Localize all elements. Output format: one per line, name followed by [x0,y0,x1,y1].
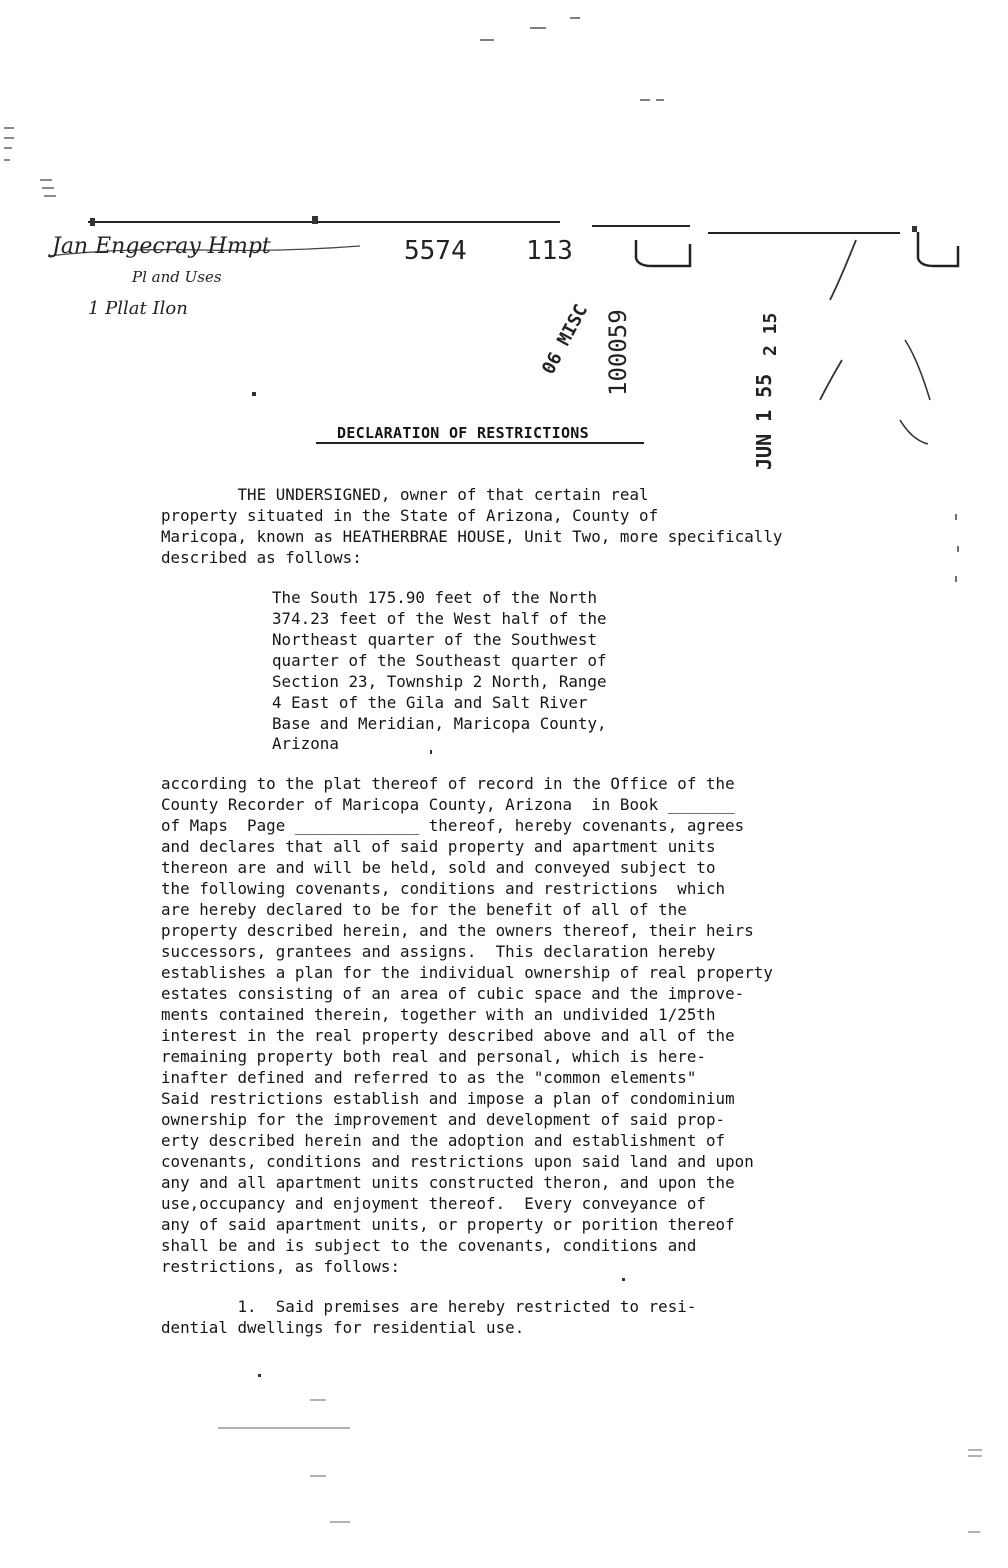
handwritten-annotation-3: 1 Pllat Ilon [88,298,188,319]
legal-line: Northeast quarter of the Southwest [272,630,598,649]
legal-line: 4 East of the Gila and Salt River [272,693,588,712]
legal-line: quarter of the Southeast quarter of [272,651,607,670]
body-line: successors, grantees and assigns. This declaration hereby [161,942,716,961]
body-line: ments contained therein, together with an undivided 1/25th [161,1005,716,1024]
body-line: any and all apartment units constructed theron, and upon the [161,1173,735,1192]
body-line: inafter defined and referred to as the "common elements" [161,1068,697,1087]
body-line: of Maps Page _____________ thereof, hereby covenants, agrees [161,816,745,835]
body-line: covenants, conditions and restrictions upon said land and upon [161,1152,754,1171]
body-line: shall be and is subject to the covenants, conditions and [161,1236,697,1255]
scan-speck [252,392,256,396]
handwritten-annotation-2: Pl and Uses [132,268,222,286]
title-underline [316,442,644,444]
clause-line: dential dwellings for residential use. [161,1318,525,1337]
body-line: County Recorder of Maricopa County, Arizona in Book _______ [161,795,735,814]
legal-line: Arizona [272,734,339,753]
intro-line: described as follows: [161,548,362,567]
scan-speck [90,218,95,226]
legal-line: 374.23 feet of the West half of the [272,609,607,628]
intro-line: Maricopa, known as HEATHERBRAE HOUSE, Unit Two, more specifically [161,527,783,546]
body-line: ownership for the improvement and development of said prop- [161,1110,726,1129]
body-line: interest in the real property described above and all of the [161,1026,735,1045]
intro-line: THE UNDERSIGNED, owner of that certain real [161,485,649,504]
body-line: remaining property both real and personal, which is here- [161,1047,706,1066]
recording-page-number: 113 [526,236,573,266]
body-line: and declares that all of said property and apartment units [161,837,716,856]
body-line: any of said apartment units, or property or porition thereof [161,1215,735,1234]
document-title: DECLARATION OF RESTRICTIONS [337,424,589,442]
legal-line: Section 23, Township 2 North, Range [272,672,607,691]
stamp-date: JUN 1 55 [752,373,776,470]
legal-line: The South 175.90 feet of the North [272,588,598,607]
body-line: restrictions, as follows: [161,1257,401,1276]
handwritten-annotation-1: Jan Engecray Hmpt [52,234,271,259]
scan-speck [430,750,432,754]
scan-speck [258,1374,261,1377]
body-line: erty described herein and the adoption and establishment of [161,1131,726,1150]
body-line: thereon are and will be held, sold and conveyed subject to [161,858,716,877]
body-line: the following covenants, conditions and restrictions which [161,879,726,898]
stamp-number: 100059 [604,309,632,396]
body-line: use,occupancy and enjoyment thereof. Every conveyance of [161,1194,706,1213]
legal-line: Base and Meridian, Maricopa County, [272,714,607,733]
body-line: estates consisting of an area of cubic space and the improve- [161,984,745,1003]
body-line: are hereby declared to be for the benefit of all of the [161,900,687,919]
scan-speck [312,216,318,224]
stamp-time: 2 15 [760,312,781,356]
body-line: property described herein, and the owners thereof, their heirs [161,921,754,940]
body-line: Said restrictions establish and impose a plan of condominium [161,1089,735,1108]
scan-speck [912,226,917,232]
clause-line: 1. Said premises are hereby restricted to resi- [161,1297,697,1316]
intro-line: property situated in the State of Arizona, County of [161,506,659,525]
scan-speck [622,1278,625,1281]
body-line: according to the plat thereof of record in the Office of the [161,774,735,793]
stamp-docket: 06 MISC [538,301,593,378]
body-line: establishes a plan for the individual ownership of real property [161,963,773,982]
recording-book-number: 5574 [404,236,467,266]
